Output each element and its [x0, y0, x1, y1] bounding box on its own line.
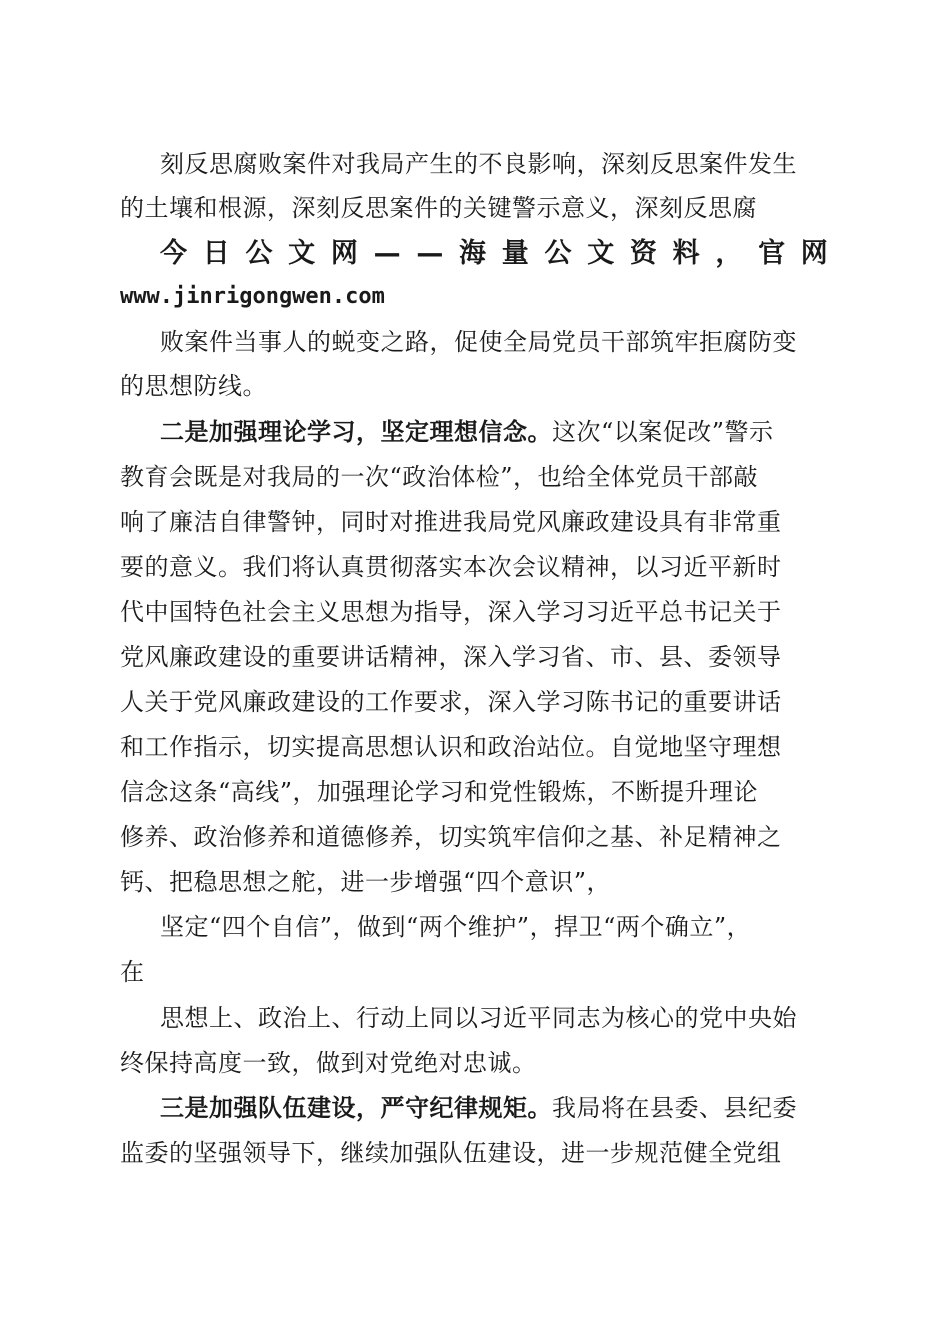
banner-char: 网: [800, 238, 828, 269]
banner-char: 今: [160, 238, 187, 269]
paragraph-3-first-line: [160, 1092, 840, 1124]
text-line: 的思想防线。: [120, 372, 267, 400]
text-line: 坚定“四个自信”，做到“两个维护”，捍卫“两个确立”，: [160, 913, 752, 941]
paragraph-2-first-line: [160, 416, 840, 448]
banner-char: —: [416, 238, 444, 269]
banner-char: 资: [629, 238, 657, 269]
banner-char: 文: [587, 238, 615, 269]
banner-char: ，: [715, 238, 743, 269]
watermark-url: www.jinrigongwen.com: [120, 284, 385, 309]
text-line: 要的意义。我们将认真贯彻落实本次会议精神，以习近平新时: [120, 553, 782, 581]
banner-char: 文: [288, 238, 316, 269]
text-line: 代中国特色社会主义思想为指导，深入学习习近平总书记关于: [120, 598, 782, 626]
banner-char: 官: [758, 238, 786, 269]
text-line: 和工作指示，切实提高思想认识和政治站位。自觉地坚守理想: [120, 733, 782, 761]
text-line: 党风廉政建设的重要讲话精神，深入学习省、市、县、委领导: [120, 643, 782, 671]
banner-char: 日: [202, 238, 230, 269]
watermark-banner: [160, 236, 828, 272]
text-line: 修养、政治修养和道德修养，切实筑牢信仰之基、补足精神之: [120, 823, 782, 851]
text-line: 教育会既是对我局的一次“政治体检”，也给全体党员干部敲: [120, 463, 759, 491]
text-line: 监委的坚强领导下，继续加强队伍建设，进一步规范健全党组: [120, 1139, 782, 1167]
text-line: 人关于党风廉政建设的工作要求，深入学习陈书记的重要讲话: [120, 688, 782, 716]
banner-char: 公: [245, 238, 273, 269]
text-line: 思想上、政治上、行动上同以习近平同志为核心的党中央始: [160, 1004, 797, 1032]
banner-char: 公: [544, 238, 572, 269]
banner-char: —: [373, 238, 401, 269]
text-line: 败案件当事人的蜕变之路，促使全局党员干部筑牢拒腐防变: [160, 328, 797, 356]
banner-char: 网: [330, 238, 358, 269]
banner-char: 海: [459, 238, 487, 269]
text-line: 在: [120, 958, 145, 986]
text-line: 刻反思腐败案件对我局产生的不良影响，深刻反思案件发生: [160, 150, 797, 178]
paragraph-2-text: 这次“以案促改”警示: [552, 418, 774, 446]
text-line: 的土壤和根源，深刻反思案件的关键警示意义，深刻反思腐: [120, 194, 757, 222]
text-line: 终保持高度一致，做到对党绝对忠诚。: [120, 1049, 537, 1077]
paragraph-2-heading: 二是加强理论学习，坚定理想信念。: [160, 417, 552, 446]
paragraph-3-heading: 三是加强队伍建设，严守纪律规矩。: [160, 1093, 552, 1122]
text-line: 响了廉洁自律警钟，同时对推进我局党风廉政建设具有非常重: [120, 508, 782, 536]
banner-char: 量: [501, 238, 529, 269]
text-line: 信念这条“高线”，加强理论学习和党性锻炼，不断提升理论: [120, 778, 759, 806]
paragraph-3-text: 我局将在县委、县纪委: [552, 1094, 797, 1122]
text-line: 钙、把稳思想之舵，进一步增强“四个意识”，: [120, 868, 612, 896]
banner-char: 料: [672, 238, 700, 269]
